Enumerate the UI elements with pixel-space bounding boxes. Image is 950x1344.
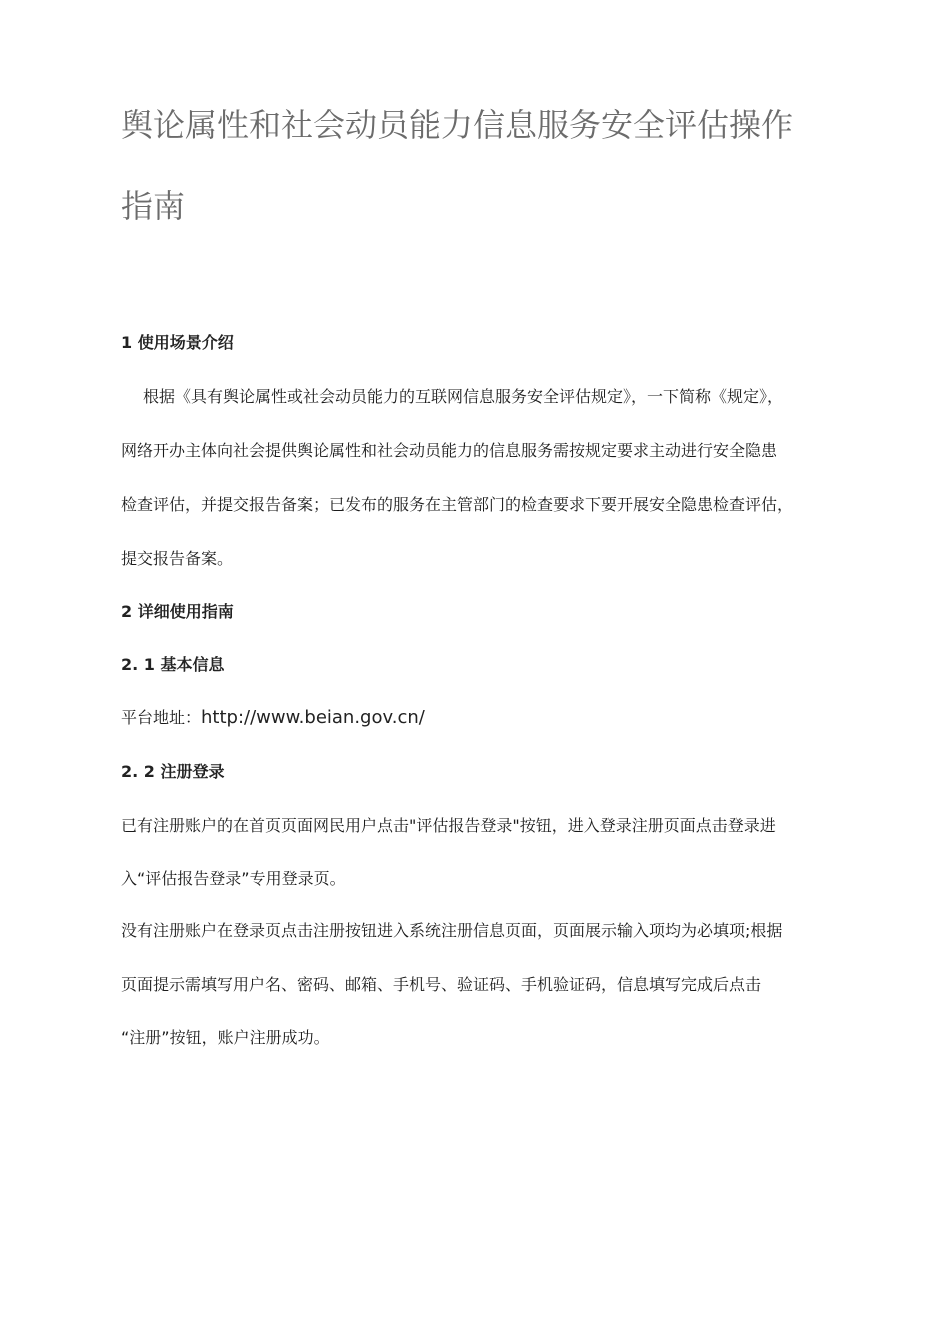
- section-1-paragraph-line-1: 根据《具有舆论属性或社会动员能力的互联网信息服务安全评估规定》，一下简称《规定》，: [143, 387, 784, 406]
- section-2-2-paragraph-1-line-2: 入“评估报告登录”专用登录页。: [121, 869, 346, 888]
- section-1-heading: 1 使用场景介绍: [121, 333, 234, 352]
- section-2-2-paragraph-1-line-1: 已有注册账户的在首页页面网民用户点击"评估报告登录"按钮，进入登录注册页面点击登录进: [121, 816, 776, 835]
- section-2-heading: 2 详细使用指南: [121, 602, 234, 621]
- section-1-paragraph-line-2: 网络开办主体向社会提供舆论属性和社会动员能力的信息服务需按规定要求主动进行安全隐患: [121, 441, 778, 460]
- platform-address-label: 平台地址：: [121, 708, 202, 727]
- platform-address-url[interactable]: http://www.beian.gov.cn/: [201, 707, 425, 728]
- document-title-line-1: 舆论属性和社会动员能力信息服务安全评估操作: [121, 106, 794, 144]
- section-1-paragraph-line-4: 提交报告备案。: [121, 549, 234, 568]
- section-2-2-paragraph-2-line-2: 页面提示需填写用户名、密码、邮箱、手机号、验证码、手机验证码，信息填写完成后点击: [121, 975, 762, 994]
- document-title-line-2: 指南: [121, 187, 186, 225]
- platform-address-line: [121, 709, 425, 727]
- section-2-2-paragraph-2-line-3: “注册”按钮，账户注册成功。: [121, 1028, 330, 1047]
- section-2-2-heading: 2. 2 注册登录: [121, 762, 225, 781]
- section-2-2-paragraph-2-line-1: 没有注册账户在登录页点击注册按钮进入系统注册信息页面，页面展示输入项均为必填项;根据: [121, 921, 783, 940]
- section-2-1-heading: 2. 1 基本信息: [121, 655, 225, 674]
- section-1-paragraph-line-3: 检查评估，并提交报告备案；已发布的服务在主管部门的检查要求下要开展安全隐患检查评估，: [121, 495, 794, 514]
